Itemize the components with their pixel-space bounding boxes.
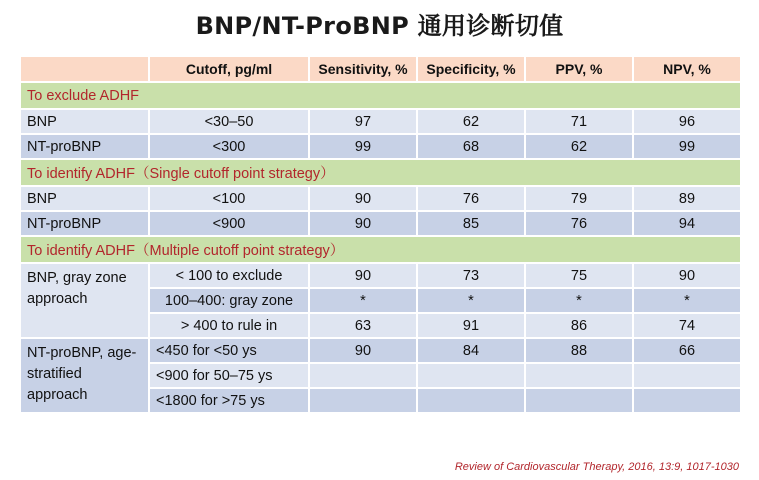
cutoff-cell: 100–400: gray zone xyxy=(149,288,309,313)
ppv-cell: 75 xyxy=(525,263,633,288)
page-title: BNP/NT-ProBNP 通用诊断切值 xyxy=(195,12,564,40)
npv-cell: 94 xyxy=(633,211,741,236)
ppv-cell: 76 xyxy=(525,211,633,236)
section-multiple: To identify ADHF（Multiple cutoff point strategy） xyxy=(20,236,741,263)
header-cutoff: Cutoff, pg/ml xyxy=(149,56,309,82)
table-row xyxy=(20,186,741,211)
row-label: NT-proBNP xyxy=(20,134,149,159)
npv-cell: 96 xyxy=(633,109,741,134)
section-exclude: To exclude ADHF xyxy=(20,82,741,109)
npv-cell: 90 xyxy=(633,263,741,288)
npv-cell: 99 xyxy=(633,134,741,159)
table-row xyxy=(20,211,741,236)
specificity-cell: 85 xyxy=(417,211,525,236)
specificity-cell xyxy=(417,388,525,413)
cutoff-cell: <900 xyxy=(149,211,309,236)
table-row xyxy=(20,263,741,288)
npv-cell: 66 xyxy=(633,338,741,363)
row-label: BNP xyxy=(20,186,149,211)
section-row xyxy=(20,159,741,186)
specificity-cell: 76 xyxy=(417,186,525,211)
citation: Review of Cardiovascular Therapy, 2016, 13:9, 1017-1030 xyxy=(454,461,739,473)
section-row xyxy=(20,236,741,263)
cutoff-cell: <900 for 50–75 ys xyxy=(149,363,309,388)
cutoff-cell: <300 xyxy=(149,134,309,159)
sensitivity-cell xyxy=(309,388,417,413)
header-cell xyxy=(20,56,149,82)
header-sensitivity: Sensitivity, % xyxy=(309,56,417,82)
sensitivity-cell: 90 xyxy=(309,263,417,288)
npv-cell: 89 xyxy=(633,186,741,211)
specificity-cell: 62 xyxy=(417,109,525,134)
header-npv: NPV, % xyxy=(633,56,741,82)
npv-cell xyxy=(633,388,741,413)
ppv-cell: 88 xyxy=(525,338,633,363)
table-row xyxy=(20,109,741,134)
specificity-cell xyxy=(417,363,525,388)
sensitivity-cell: 90 xyxy=(309,211,417,236)
row-label: BNP xyxy=(20,109,149,134)
sensitivity-cell: 90 xyxy=(309,186,417,211)
table-row xyxy=(20,134,741,159)
row-label: NT-proBNP, age-stratified approach xyxy=(20,338,149,413)
cutoff-cell: <100 xyxy=(149,186,309,211)
specificity-cell: 73 xyxy=(417,263,525,288)
sensitivity-cell: 63 xyxy=(309,313,417,338)
cutoff-cell: <30–50 xyxy=(149,109,309,134)
ppv-cell xyxy=(525,388,633,413)
sensitivity-cell: * xyxy=(309,288,417,313)
ppv-cell: 79 xyxy=(525,186,633,211)
specificity-cell: 91 xyxy=(417,313,525,338)
section-row xyxy=(20,82,741,109)
row-label: NT-proBNP xyxy=(20,211,149,236)
cutoff-cell: <1800 for >75 ys xyxy=(149,388,309,413)
row-label: BNP, gray zone approach xyxy=(20,263,149,338)
cutoff-cell: < 100 to exclude xyxy=(149,263,309,288)
ppv-cell: 86 xyxy=(525,313,633,338)
sensitivity-cell: 90 xyxy=(309,338,417,363)
table-header-row xyxy=(20,56,741,82)
cutoff-cell: > 400 to rule in xyxy=(149,313,309,338)
specificity-cell: * xyxy=(417,288,525,313)
cutoff-cell: <450 for <50 ys xyxy=(149,338,309,363)
sensitivity-cell xyxy=(309,363,417,388)
npv-cell: * xyxy=(633,288,741,313)
npv-cell: 74 xyxy=(633,313,741,338)
specificity-cell: 68 xyxy=(417,134,525,159)
diagnostic-cutoff-table xyxy=(19,55,742,414)
npv-cell xyxy=(633,363,741,388)
table-row xyxy=(20,338,741,363)
ppv-cell: 62 xyxy=(525,134,633,159)
header-ppv: PPV, % xyxy=(525,56,633,82)
section-single: To identify ADHF（Single cutoff point strategy） xyxy=(20,159,741,186)
sensitivity-cell: 99 xyxy=(309,134,417,159)
ppv-cell: 71 xyxy=(525,109,633,134)
specificity-cell: 84 xyxy=(417,338,525,363)
sensitivity-cell: 97 xyxy=(309,109,417,134)
ppv-cell: * xyxy=(525,288,633,313)
ppv-cell xyxy=(525,363,633,388)
header-specificity: Specificity, % xyxy=(417,56,525,82)
